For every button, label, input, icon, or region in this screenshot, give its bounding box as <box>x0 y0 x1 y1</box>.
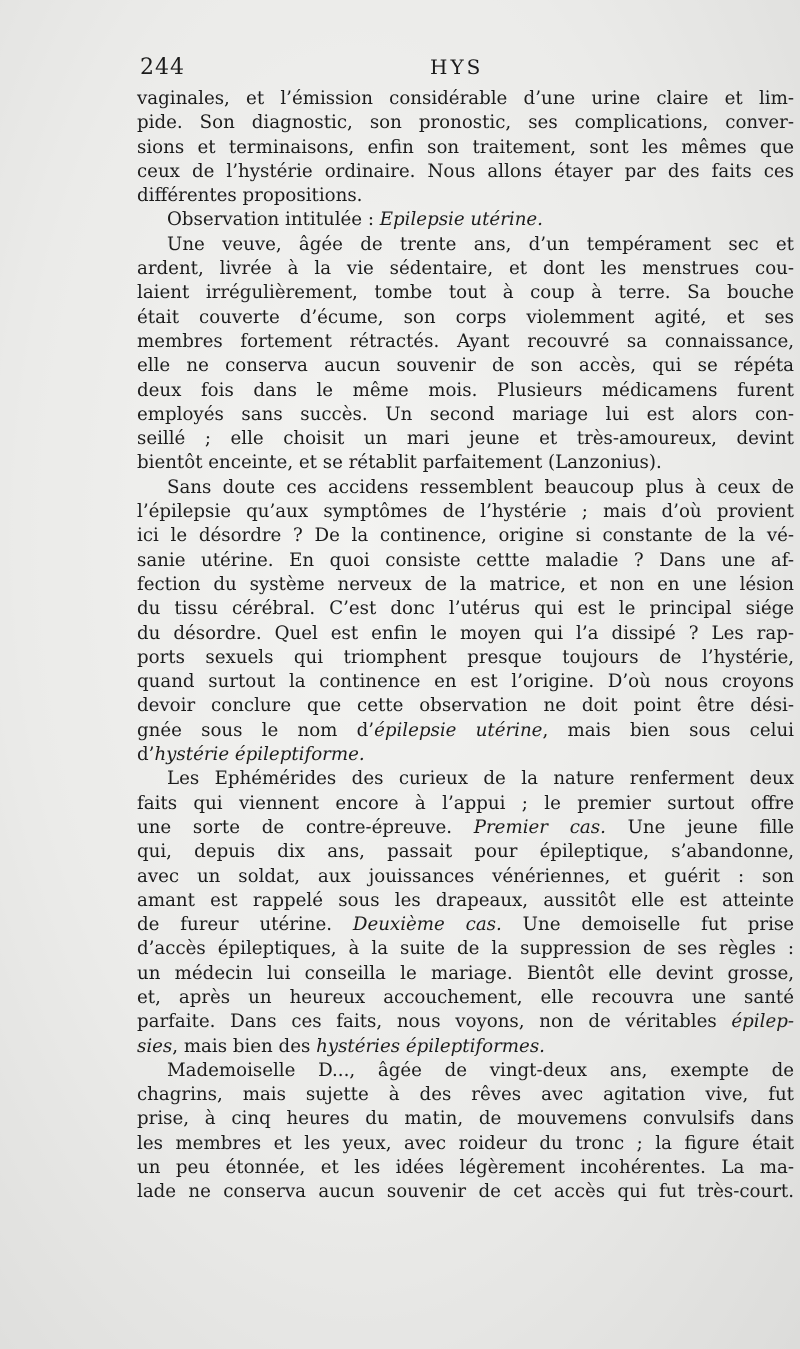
text-line <box>137 451 794 475</box>
text-segment: sions et terminaisons, enfin son traitement, sont les mêmes que <box>137 136 794 158</box>
page-number: 244 <box>140 55 185 80</box>
text-line <box>137 1010 794 1034</box>
text-segment: laient irrégulièrement, tombe tout à coup à terre. Sa bouche <box>137 282 794 304</box>
italic-segment: Premier cas. <box>473 816 606 838</box>
text-line <box>137 160 794 184</box>
text-line <box>137 1180 794 1204</box>
text-line <box>137 1132 794 1156</box>
text-segment: d’ <box>137 744 155 766</box>
text-line <box>137 281 794 305</box>
text-line <box>137 330 794 354</box>
text-line <box>137 1035 794 1059</box>
text-line <box>137 865 794 889</box>
text-segment: Une jeune fille <box>605 816 794 838</box>
text-segment: ici le désordre ? De la continence, origine si constante de la vé- <box>137 525 794 547</box>
text-segment: Les Ephémérides des curieux de la nature renferment deux <box>167 768 794 790</box>
text-line <box>137 524 794 548</box>
text-segment: elle ne conserva aucun souvenir de son accès, qui se répéta <box>137 355 794 377</box>
text-line <box>137 549 794 573</box>
text-line <box>137 257 794 281</box>
text-segment: de fureur utérine. <box>137 914 353 936</box>
text-segment: l’épilepsie qu’aux symptômes de l’hystérie ; mais d’où provient <box>137 501 794 523</box>
text-line <box>137 937 794 961</box>
text-segment: lade ne conserva aucun souvenir de cet accès qui fut très-court. <box>137 1181 794 1203</box>
text-segment: Sans doute ces accidens ressemblent beaucoup plus à ceux de <box>167 476 794 498</box>
text-segment: vaginales, et l’émission considérable d’une urine claire et lim- <box>137 88 794 109</box>
text-line <box>137 597 794 621</box>
text-line <box>137 379 794 403</box>
running-head <box>140 55 790 85</box>
text-segment: Observation intitulée : <box>167 209 380 231</box>
italic-segment: Epilepsie utérine. <box>379 209 543 231</box>
text-segment: devoir conclure que cette observation ne doit point être dési- <box>137 695 794 717</box>
text-segment: avec un soldat, aux jouissances vénériennes, et guérit : son <box>137 865 794 887</box>
text-segment: chagrins, mais sujette à des rêves avec agitation vive, fut <box>137 1084 794 1106</box>
text-line <box>137 87 794 111</box>
text-line <box>137 1059 794 1083</box>
text-line <box>137 427 794 451</box>
text-segment: gnée sous le nom d’ <box>137 719 375 741</box>
text-segment: un médecin lui conseilla le mariage. Bientôt elle devint grosse, <box>137 962 794 984</box>
text-line <box>137 913 794 937</box>
text-line <box>137 403 794 427</box>
text-segment: ceux de l’hystérie ordinaire. Nous allons étayer par des faits ces <box>137 160 794 182</box>
text-segment: membres fortement rétractés. Ayant recouvré sa connaissance, <box>137 330 794 352</box>
text-segment: sanie utérine. En quoi consiste cettte maladie ? Dans une af- <box>137 549 794 571</box>
text-segment: employés sans succès. Un second mariage lui est alors con- <box>137 403 794 425</box>
text-segment: fection du système nerveux de la matrice, et non en une lésion <box>137 573 794 595</box>
text-line <box>137 816 794 840</box>
text-line <box>137 986 794 1010</box>
italic-segment: Deuxième cas. <box>352 914 502 936</box>
text-segment: quand surtout la continence en est l’origine. D’où nous croyons <box>137 671 794 693</box>
text-segment: , mais bien des <box>172 1035 317 1057</box>
text-segment: les membres et les yeux, avec roideur du tronc ; la figure était <box>137 1132 794 1154</box>
text-segment: faits qui viennent encore à l’appui ; le premier surtout offre <box>137 792 794 814</box>
text-line <box>137 743 794 767</box>
text-segment: seillé ; elle choisit un mari jeune et très-amoureux, devint <box>137 428 794 450</box>
text-line <box>137 476 794 500</box>
text-line <box>137 767 794 791</box>
text-line <box>137 889 794 913</box>
text-line <box>137 184 794 208</box>
text-segment: d’accès épileptiques, à la suite de la suppression de ses règles : <box>137 938 794 960</box>
text-segment: deux fois dans le même mois. Plusieurs médicamens furent <box>137 379 794 401</box>
text-segment: ardent, livrée à la vie sédentaire, et dont les menstrues cou- <box>137 258 794 280</box>
text-line <box>137 646 794 670</box>
text-segment: parfaite. Dans ces faits, nous voyons, non de véritables <box>137 1011 732 1033</box>
running-title: HYS <box>430 55 484 79</box>
text-line <box>137 233 794 257</box>
text-segment: un peu étonnée, et les idées légèrement incohérentes. La ma- <box>137 1157 794 1179</box>
text-line <box>137 622 794 646</box>
text-segment: du désordre. Quel est enfin le moyen qui l’a dissipé ? Les rap- <box>137 622 794 644</box>
text-segment: était couverte d’écume, son corps violemment agité, et ses <box>137 306 794 328</box>
text-line <box>137 1083 794 1107</box>
text-line <box>137 136 794 160</box>
text-line <box>137 1156 794 1180</box>
text-line <box>137 962 794 986</box>
text-segment: amant est rappelé sous les drapeaux, aussitôt elle est atteinte <box>137 889 794 911</box>
italic-segment: sies <box>137 1035 173 1057</box>
text-segment: Mademoiselle D..., âgée de vingt-deux ans, exempte de <box>167 1059 794 1081</box>
text-segment: et, après un heureux accouchement, elle recouvra une santé <box>137 986 794 1008</box>
body-text <box>137 87 794 1205</box>
text-segment: Une demoiselle fut prise <box>501 914 794 936</box>
text-line <box>137 694 794 718</box>
italic-segment: épilep- <box>731 1011 794 1033</box>
text-line <box>137 840 794 864</box>
text-segment: différentes propositions. <box>137 185 363 207</box>
italic-segment: hystéries épileptiformes. <box>316 1035 545 1057</box>
text-line <box>137 354 794 378</box>
text-segment: ports sexuels qui triomphent presque toujours de l’hystérie, <box>137 646 794 668</box>
text-line <box>137 670 794 694</box>
text-line <box>137 719 794 743</box>
text-line <box>137 573 794 597</box>
text-segment: prise, à cinq heures du matin, de mouvemens convulsifs dans <box>137 1108 794 1130</box>
text-segment: bientôt enceinte, et se rétablit parfaitement (Lanzonius). <box>137 452 662 474</box>
text-segment: pide. Son diagnostic, son pronostic, ses complications, conver- <box>137 112 794 134</box>
text-line <box>137 306 794 330</box>
italic-segment: hystérie épileptiforme. <box>154 744 365 766</box>
text-line <box>137 111 794 135</box>
text-line <box>137 500 794 524</box>
text-segment: qui, depuis dix ans, passait pour épileptique, s’abandonne, <box>137 841 794 863</box>
text-segment: une sorte de contre-épreuve. <box>137 816 474 838</box>
text-line <box>137 208 794 232</box>
text-segment: , mais bien sous celui <box>542 719 794 741</box>
text-segment: Une veuve, âgée de trente ans, d’un tempérament sec et <box>167 233 794 255</box>
text-segment: du tissu cérébral. C’est donc l’utérus qui est le principal siége <box>137 598 794 620</box>
italic-segment: épilepsie utérine <box>374 719 543 741</box>
text-line <box>137 1107 794 1131</box>
text-line <box>137 792 794 816</box>
